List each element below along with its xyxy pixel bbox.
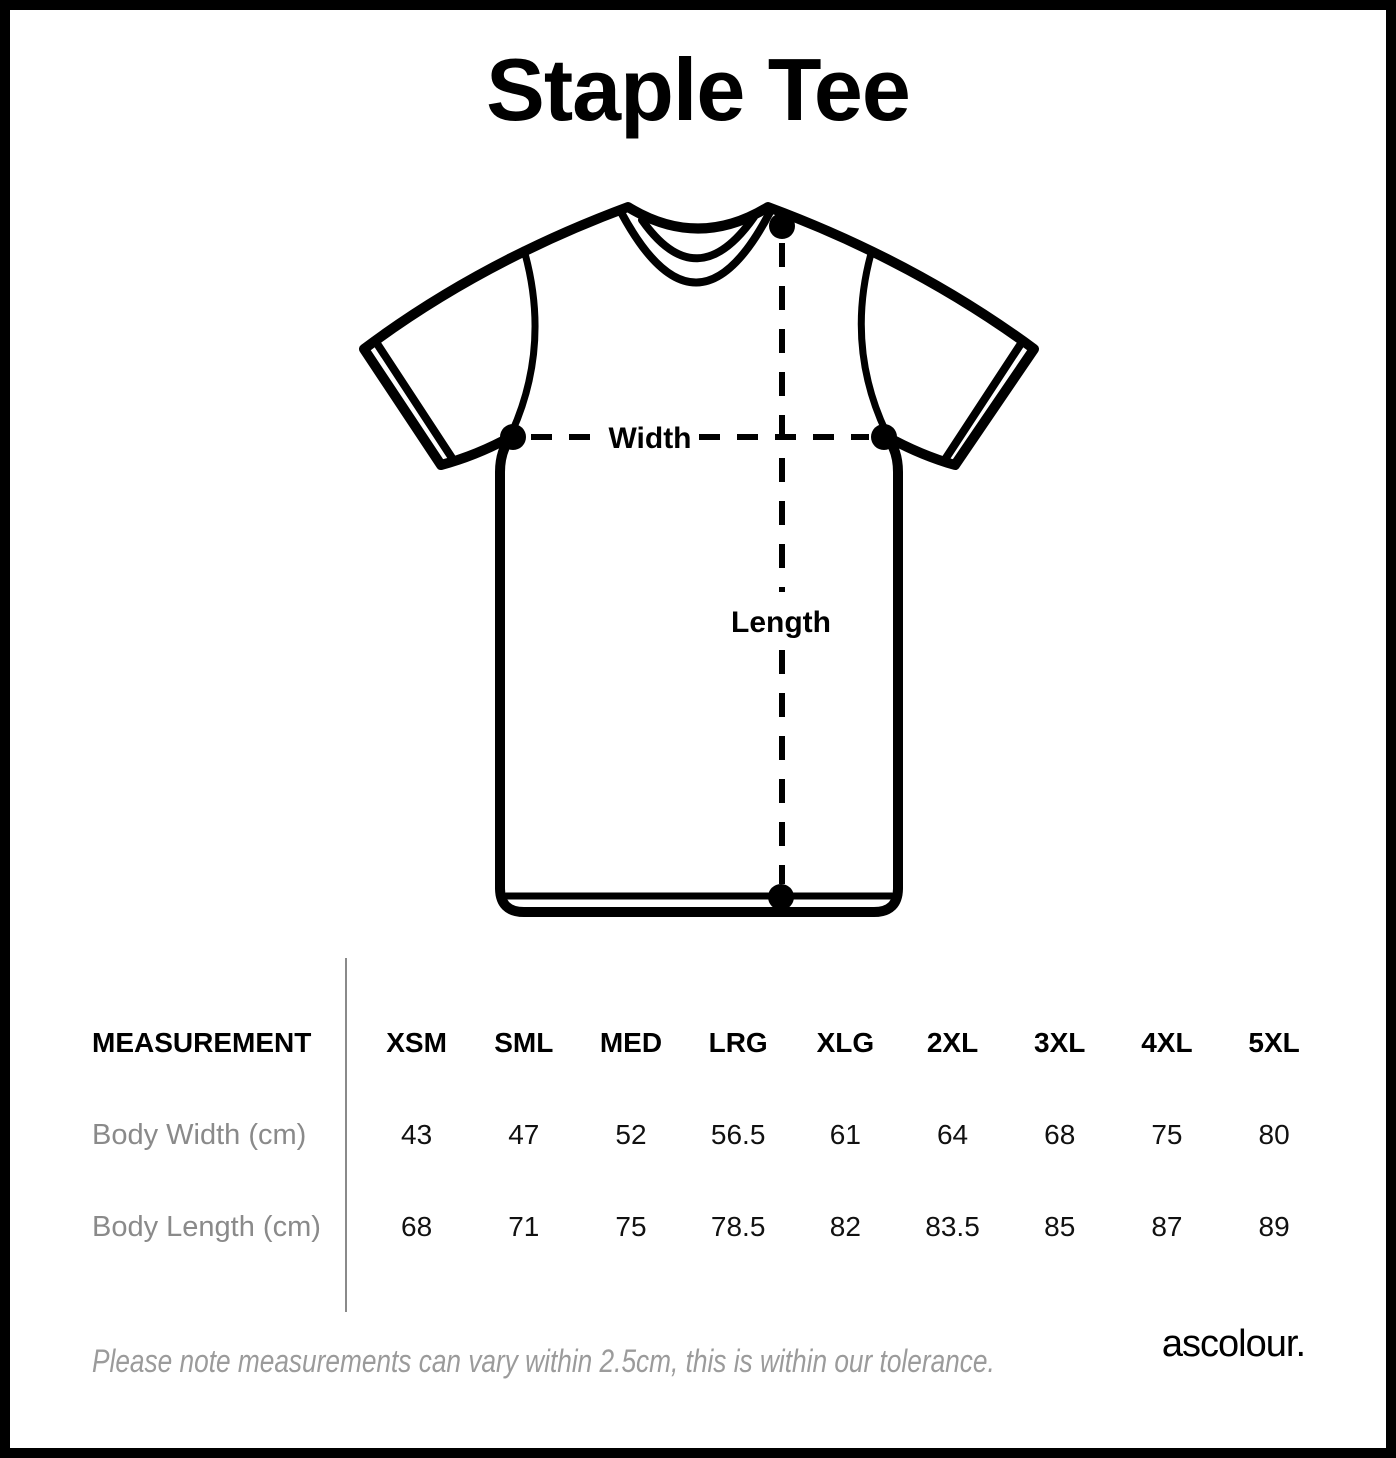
tshirt-outline: [364, 207, 1034, 912]
body-length-xlg: 82: [829, 1211, 861, 1242]
size-header-sml: SML: [494, 1027, 554, 1058]
body-width-row-label: Body Width (cm): [92, 1118, 307, 1151]
size-header-lrg: LRG: [708, 1027, 768, 1058]
body-length-3xl: 85: [1044, 1211, 1076, 1242]
body-length-5xl: 89: [1258, 1211, 1290, 1242]
brand-logo: ascolour.: [1161, 1323, 1305, 1365]
body-width-xsm: 43: [401, 1119, 433, 1150]
body-length-med: 75: [615, 1211, 647, 1242]
body-width-sml: 47: [508, 1119, 540, 1150]
size-header-xsm: XSM: [386, 1027, 447, 1058]
body-length-xsm: 68: [401, 1211, 433, 1242]
body-length-row-label: Body Length (cm): [92, 1210, 321, 1243]
body-width-med: 52: [615, 1119, 647, 1150]
shoulder-dot: [769, 213, 795, 239]
body-width-4xl: 75: [1151, 1119, 1183, 1150]
hem-dot: [768, 884, 794, 910]
size-header-med: MED: [599, 1027, 663, 1058]
size-header-5xl: 5XL: [1248, 1027, 1300, 1058]
size-table: [92, 997, 1328, 1273]
size-header-3xl: 3XL: [1034, 1027, 1086, 1058]
body-length-lrg: 78.5: [710, 1211, 766, 1242]
length-label: Length: [731, 606, 831, 639]
body-width-xlg: 61: [829, 1119, 861, 1150]
body-width-5xl: 80: [1258, 1119, 1290, 1150]
tolerance-note: Please note measurements can vary within 2.5cm, this is within our tolerance.: [92, 1343, 995, 1379]
body-width-lrg: 56.5: [710, 1119, 766, 1150]
right-armpit-dot: [871, 424, 897, 450]
size-header-4xl: 4XL: [1141, 1027, 1193, 1058]
body-width-2xl: 64: [936, 1119, 969, 1150]
body-length-4xl: 87: [1151, 1211, 1183, 1242]
size-header-2xl: 2XL: [926, 1027, 979, 1058]
size-header-xlg: XLG: [816, 1027, 875, 1058]
body-length-sml: 71: [508, 1211, 540, 1242]
left-armpit-dot: [500, 424, 526, 450]
measurement-header: MEASUREMENT: [92, 1027, 312, 1058]
body-width-3xl: 68: [1044, 1119, 1076, 1150]
body-length-2xl: 83.5: [925, 1211, 980, 1242]
page-title: Staple Tee: [486, 40, 910, 139]
width-label: Width: [608, 422, 692, 455]
